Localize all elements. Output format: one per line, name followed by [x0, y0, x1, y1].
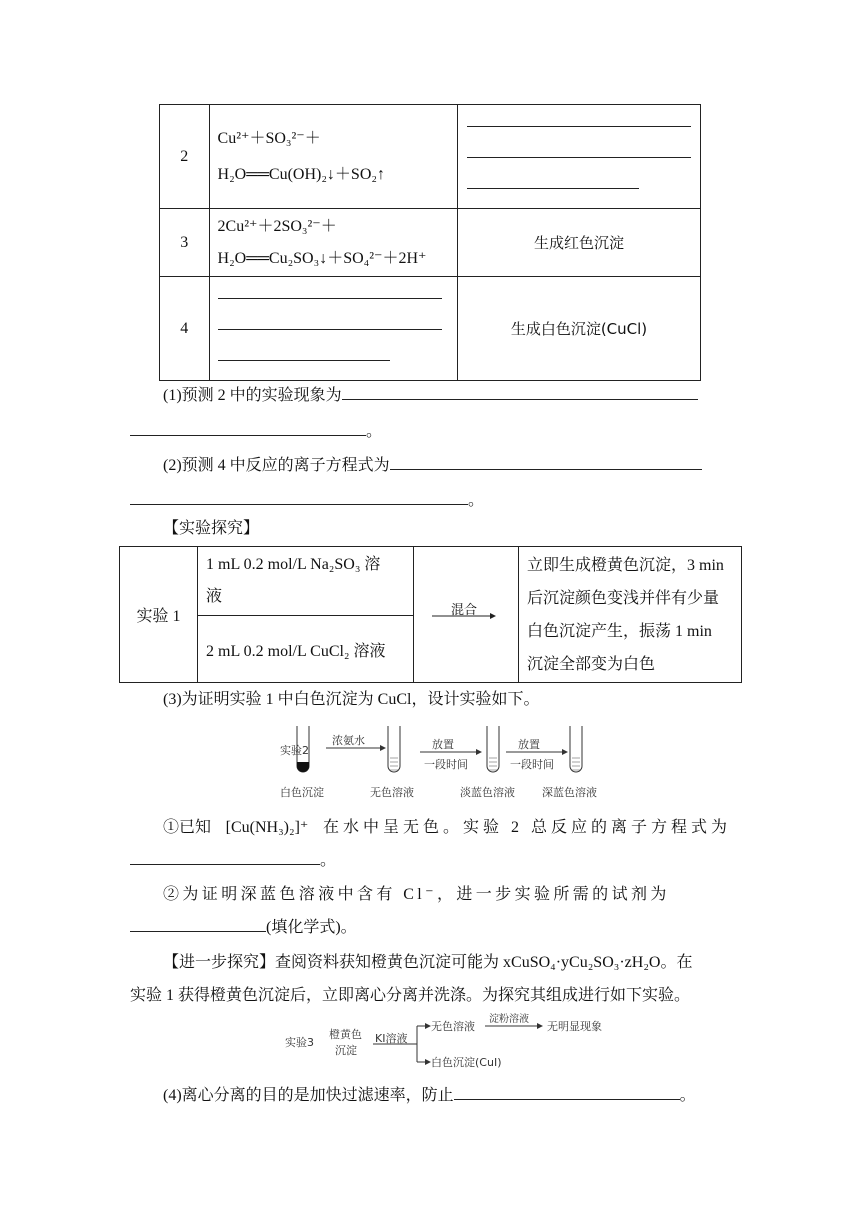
answer-blank[interactable] — [454, 1085, 680, 1100]
question-3: (3)为证明实验 1 中白色沉淀为 CuCl，设计实验如下。 — [163, 691, 540, 708]
arrow-icon — [432, 611, 496, 621]
question-4: (4)离心分离的目的是加快过滤速率，防止 。 — [163, 1087, 696, 1104]
section-heading: 【实验探究】 — [163, 520, 260, 537]
phenomenon-cell: 生成白色沉淀(CuCl) — [458, 277, 701, 381]
question-3a: ①已知 [Cu(NH₃)₂]⁺ 在水中呈无色。实验 2 总反应的离子方程式为 — [163, 819, 731, 836]
phenomenon-blank-cell — [458, 105, 701, 209]
test-tube-icon — [570, 726, 582, 772]
answer-blank[interactable] — [130, 490, 468, 505]
answer-blank[interactable] — [130, 421, 366, 436]
experiment-label: 实验 1 — [120, 547, 198, 683]
equation-line: Cu²⁺＋SO₃²⁻＋ — [217, 129, 321, 147]
test-tube-icon — [487, 726, 499, 772]
experiment-1-table: 实验 1 1 mL 0.2 mol/L Na₂SO₃ 溶 液 混合 立即生成橙黄色沉淀，3 min 后沉淀颜色变浅并伴有少量 白色沉淀产生，振荡 1 min 沉淀全部变为白色 2 mL 0.2 mol/L CuCl₂ 溶液 — [119, 546, 742, 683]
row-number: 4 — [160, 277, 210, 381]
mix-arrow: 混合 — [414, 547, 519, 683]
equation-line: H₂O══Cu(OH)₂↓＋SO₂↑ — [217, 165, 385, 183]
phenomenon-cell: 生成红色沉淀 — [458, 209, 701, 277]
question-2: (2)预测 4 中反应的离子方程式为 — [163, 455, 702, 476]
further-exploration: 【进一步探究】查阅资料获知橙黄色沉淀可能为 xCuSO₄·yCu₂SO₃·zH₂O。在 — [163, 954, 693, 971]
equation-blank-cell — [209, 277, 457, 381]
row-number: 3 — [160, 209, 210, 277]
row-number: 2 — [160, 105, 210, 209]
answer-blank[interactable] — [130, 917, 266, 932]
answer-blank[interactable] — [390, 455, 702, 470]
answer-blank[interactable] — [130, 850, 320, 865]
prediction-table — [159, 104, 701, 381]
test-tube-icon — [388, 726, 400, 772]
question-1: (1)预测 2 中的实验现象为 — [163, 385, 698, 406]
answer-blank[interactable] — [342, 385, 698, 400]
experiment-3-diagram: 实验3 橙黄色 沉淀 KI溶液 无色溶液 淀粉溶液 无明显现象 白色沉淀(CuI) — [285, 1014, 602, 1069]
equation-line: 2Cu²⁺＋2SO₃²⁻＋ — [217, 217, 337, 235]
experiment-2-diagram: 实验2 浓氨水 放置 一段时间 放置 一段时间 白色沉淀 无色溶液 淡蓝色溶液 深蓝色溶液 — [280, 722, 620, 802]
equation-line: H₂O══Cu₂SO₃↓＋SO₄²⁻＋2H⁺ — [217, 249, 427, 267]
question-3b: ②为证明深蓝色溶液中含有 Cl⁻，进一步实验所需的试剂为 — [163, 886, 670, 903]
